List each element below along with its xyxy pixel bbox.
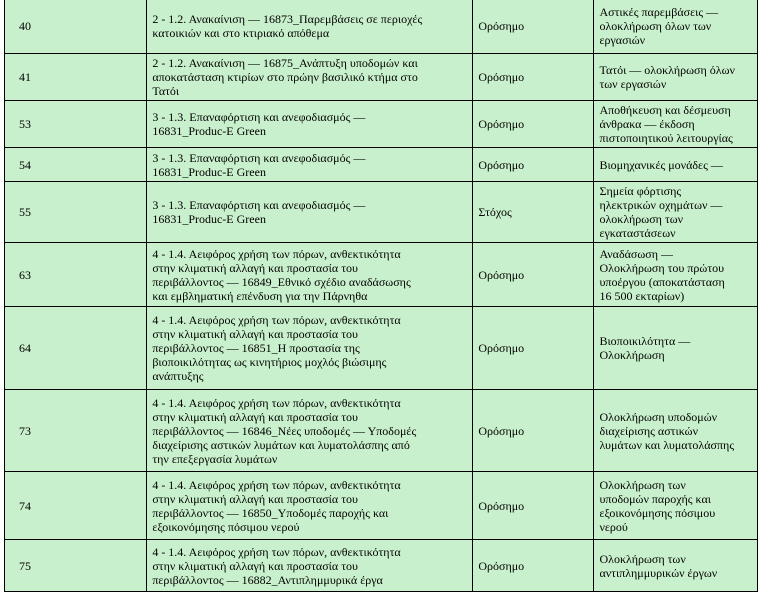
indicator-line: υποέργου (αποκατάσταση [599,274,725,289]
description-line: αποκατάσταση κτιρίων στο πρώην βασιλικό κτήμα στο [152,70,418,84]
table-row [5,540,758,592]
indicator-line: λυμάτων και λυματολάσπης [599,437,735,452]
description-line: την επεξεργασία λυμάτων [152,451,278,466]
table-row [5,390,758,472]
indicator-line: Τατόι — ολοκλήρωση όλων [599,63,735,77]
table-row [5,101,758,148]
indicator-line: 16 500 εκταρίων) [599,288,685,303]
indicator-line: Αναδάσωση — [599,246,673,261]
description-line: Τατόι [152,84,180,98]
indicator-line: Ολοκλήρωση των [599,477,686,492]
description-line: περιβάλλοντος — 16850_Υποδομές παροχής και [152,505,389,520]
indicator-line: νερού [599,519,628,534]
description-line: ανάπτυξης [152,369,204,383]
indicator-line: Ολοκλήρωση [599,348,665,362]
table-row [5,243,758,307]
milestone-type-cell: Ορόσημο [473,148,594,182]
indicator-cell [594,540,758,592]
measure-description-cell [147,390,473,472]
indicator-cell [594,0,758,54]
measure-description-cell [147,148,473,182]
description-line: στην κλιματική αλλαγή και προστασία του [152,491,358,506]
measure-description-cell [147,54,473,101]
measure-description-cell [147,540,473,592]
indicator-cell [594,182,758,243]
milestone-type-cell: Ορόσημο [473,101,594,148]
description-line: 4 - 1.4. Αειφόρος χρήση των πόρων, ανθεκτικότητα [152,477,401,492]
indicator-line: Ολοκλήρωση υποδομών [599,409,718,424]
description-line: 16831_Produc-E Green [152,212,266,226]
milestone-type-cell: Στόχος [473,182,594,243]
description-line: 16831_Produc-E Green [152,124,266,138]
milestones-table-body [5,0,758,592]
table-row [5,182,758,243]
table-row [5,307,758,390]
description-line: 2 - 1.2. Ανακαίνιση — 16873_Παρεμβάσεις σε περιοχές [152,11,423,26]
description-line: περιβάλλοντος — 16846_Νέες υποδομές — Υποδομές [152,423,417,438]
indicator-line: υποδομών παροχής και [599,491,712,506]
description-line: 4 - 1.4. Αειφόρος χρήση των πόρων, ανθεκτικότητα [152,246,401,261]
row-number-cell: 41 [5,54,147,101]
description-line: 4 - 1.4. Αειφόρος χρήση των πόρων, ανθεκτικότητα [152,544,401,559]
description-line: κατοικιών και στο κτιριακό απόθεμα [152,25,330,40]
description-line: περιβάλλοντος — 16851_Η προστασία της [152,341,360,355]
description-line: στην κλιματική αλλαγή και προστασία του [152,327,358,341]
description-line: στην κλιματική αλλαγή και προστασία του [152,260,358,275]
description-line: 4 - 1.4. Αειφόρος χρήση των πόρων, ανθεκτικότητα [152,313,401,327]
description-line: στην κλιματική αλλαγή και προστασία του [152,409,358,424]
indicator-line: πιστοποιητικού λειτουργίας [599,131,733,145]
milestone-type-cell: Ορόσημο [473,472,594,540]
indicator-line: Σημεία φόρτισης [599,184,682,198]
milestone-type-cell: Ορόσημο [473,54,594,101]
table-row [5,472,758,540]
indicator-line: Ολοκλήρωση των [599,551,686,566]
row-number-cell: 54 [5,148,147,182]
row-number-cell: 53 [5,101,147,148]
description-line: 3 - 1.3. Επαναφόρτιση και ανεφοδιασμός — [152,110,366,124]
row-number-cell: 74 [5,472,147,540]
indicator-line: ολοκλήρωση των [599,212,684,226]
measure-description-cell [147,243,473,307]
indicator-line: άνθρακα — έκδοση [599,117,695,131]
indicator-cell [594,148,758,182]
indicator-cell [594,243,758,307]
milestone-type-cell: Ορόσημο [473,307,594,390]
row-number-cell: 55 [5,182,147,243]
indicator-line: Βιοποικιλότητα — [599,334,691,348]
milestone-type-cell: Ορόσημο [473,243,594,307]
row-number-cell: 75 [5,540,147,592]
indicator-cell [594,390,758,472]
description-line: διαχείρισης αστικών λυμάτων και λυματολάσπης από [152,437,410,452]
table-row [5,54,758,101]
description-line: περιβάλλοντος — 16882_Αντιπλημμυρικά έργα [152,572,383,587]
description-line: 4 - 1.4. Αειφόρος χρήση των πόρων, ανθεκτικότητα [152,395,401,410]
row-number-cell: 63 [5,243,147,307]
measure-description-cell [147,182,473,243]
indicator-line: Ολοκλήρωση του πρώτου [599,260,725,275]
indicator-line: εργασιών [599,32,646,47]
indicator-line: εξοικονόμησης πόσιμου [599,505,716,520]
indicator-line: διαχείρισης αστικών [599,423,699,438]
indicator-line: των εργασιών [599,77,667,91]
measure-description-cell [147,472,473,540]
measure-description-cell [147,307,473,390]
milestone-type-cell: Ορόσημο [473,390,594,472]
table-row [5,0,758,54]
table-row [5,148,758,182]
row-number-cell: 73 [5,390,147,472]
indicator-line: Βιομηχανικές μονάδες — [599,157,723,172]
description-line: 2 - 1.2. Ανακαίνιση — 16875_Ανάπτυξη υποδομών και [152,56,418,70]
description-line: στην κλιματική αλλαγή και προστασία του [152,558,358,573]
milestone-type-cell: Ορόσημο [473,540,594,592]
measure-description-cell [147,0,473,54]
indicator-cell [594,472,758,540]
description-line: εξοικονόμησης πόσιμου νερού [152,519,300,534]
description-line: 3 - 1.3. Επαναφόρτιση και ανεφοδιασμός — [152,198,366,212]
description-line: 16831_Produc-E Green [152,164,266,179]
indicator-cell [594,54,758,101]
description-line: περιβάλλοντος — 16849_Εθνικό σχέδιο αναδάσωσης [152,274,411,289]
indicator-line: ολοκλήρωση όλων των [599,18,712,33]
indicator-line: Αποθήκευση και δέσμευση [599,103,731,117]
indicator-line: εγκαταστάσεων [599,226,676,240]
indicator-line: Αστικές παρεμβάσεις — [599,4,719,19]
indicator-line: ηλεκτρικών οχημάτων — [599,198,723,212]
description-line: 3 - 1.3. Επαναφόρτιση και ανεφοδιασμός — [152,150,366,165]
milestones-table [4,0,758,592]
description-line: βιοποικιλότητας ως κινητήριος μοχλός βιώσιμης [152,355,387,369]
measure-description-cell [147,101,473,148]
description-line: και εμβληματική επένδυση για την Πάρνηθα [152,288,368,303]
indicator-cell [594,307,758,390]
indicator-line: αντιπλημμυρικών έργων [599,565,718,580]
indicator-cell [594,101,758,148]
row-number-cell: 40 [5,0,147,54]
milestone-type-cell: Ορόσημο [473,0,594,54]
row-number-cell: 64 [5,307,147,390]
